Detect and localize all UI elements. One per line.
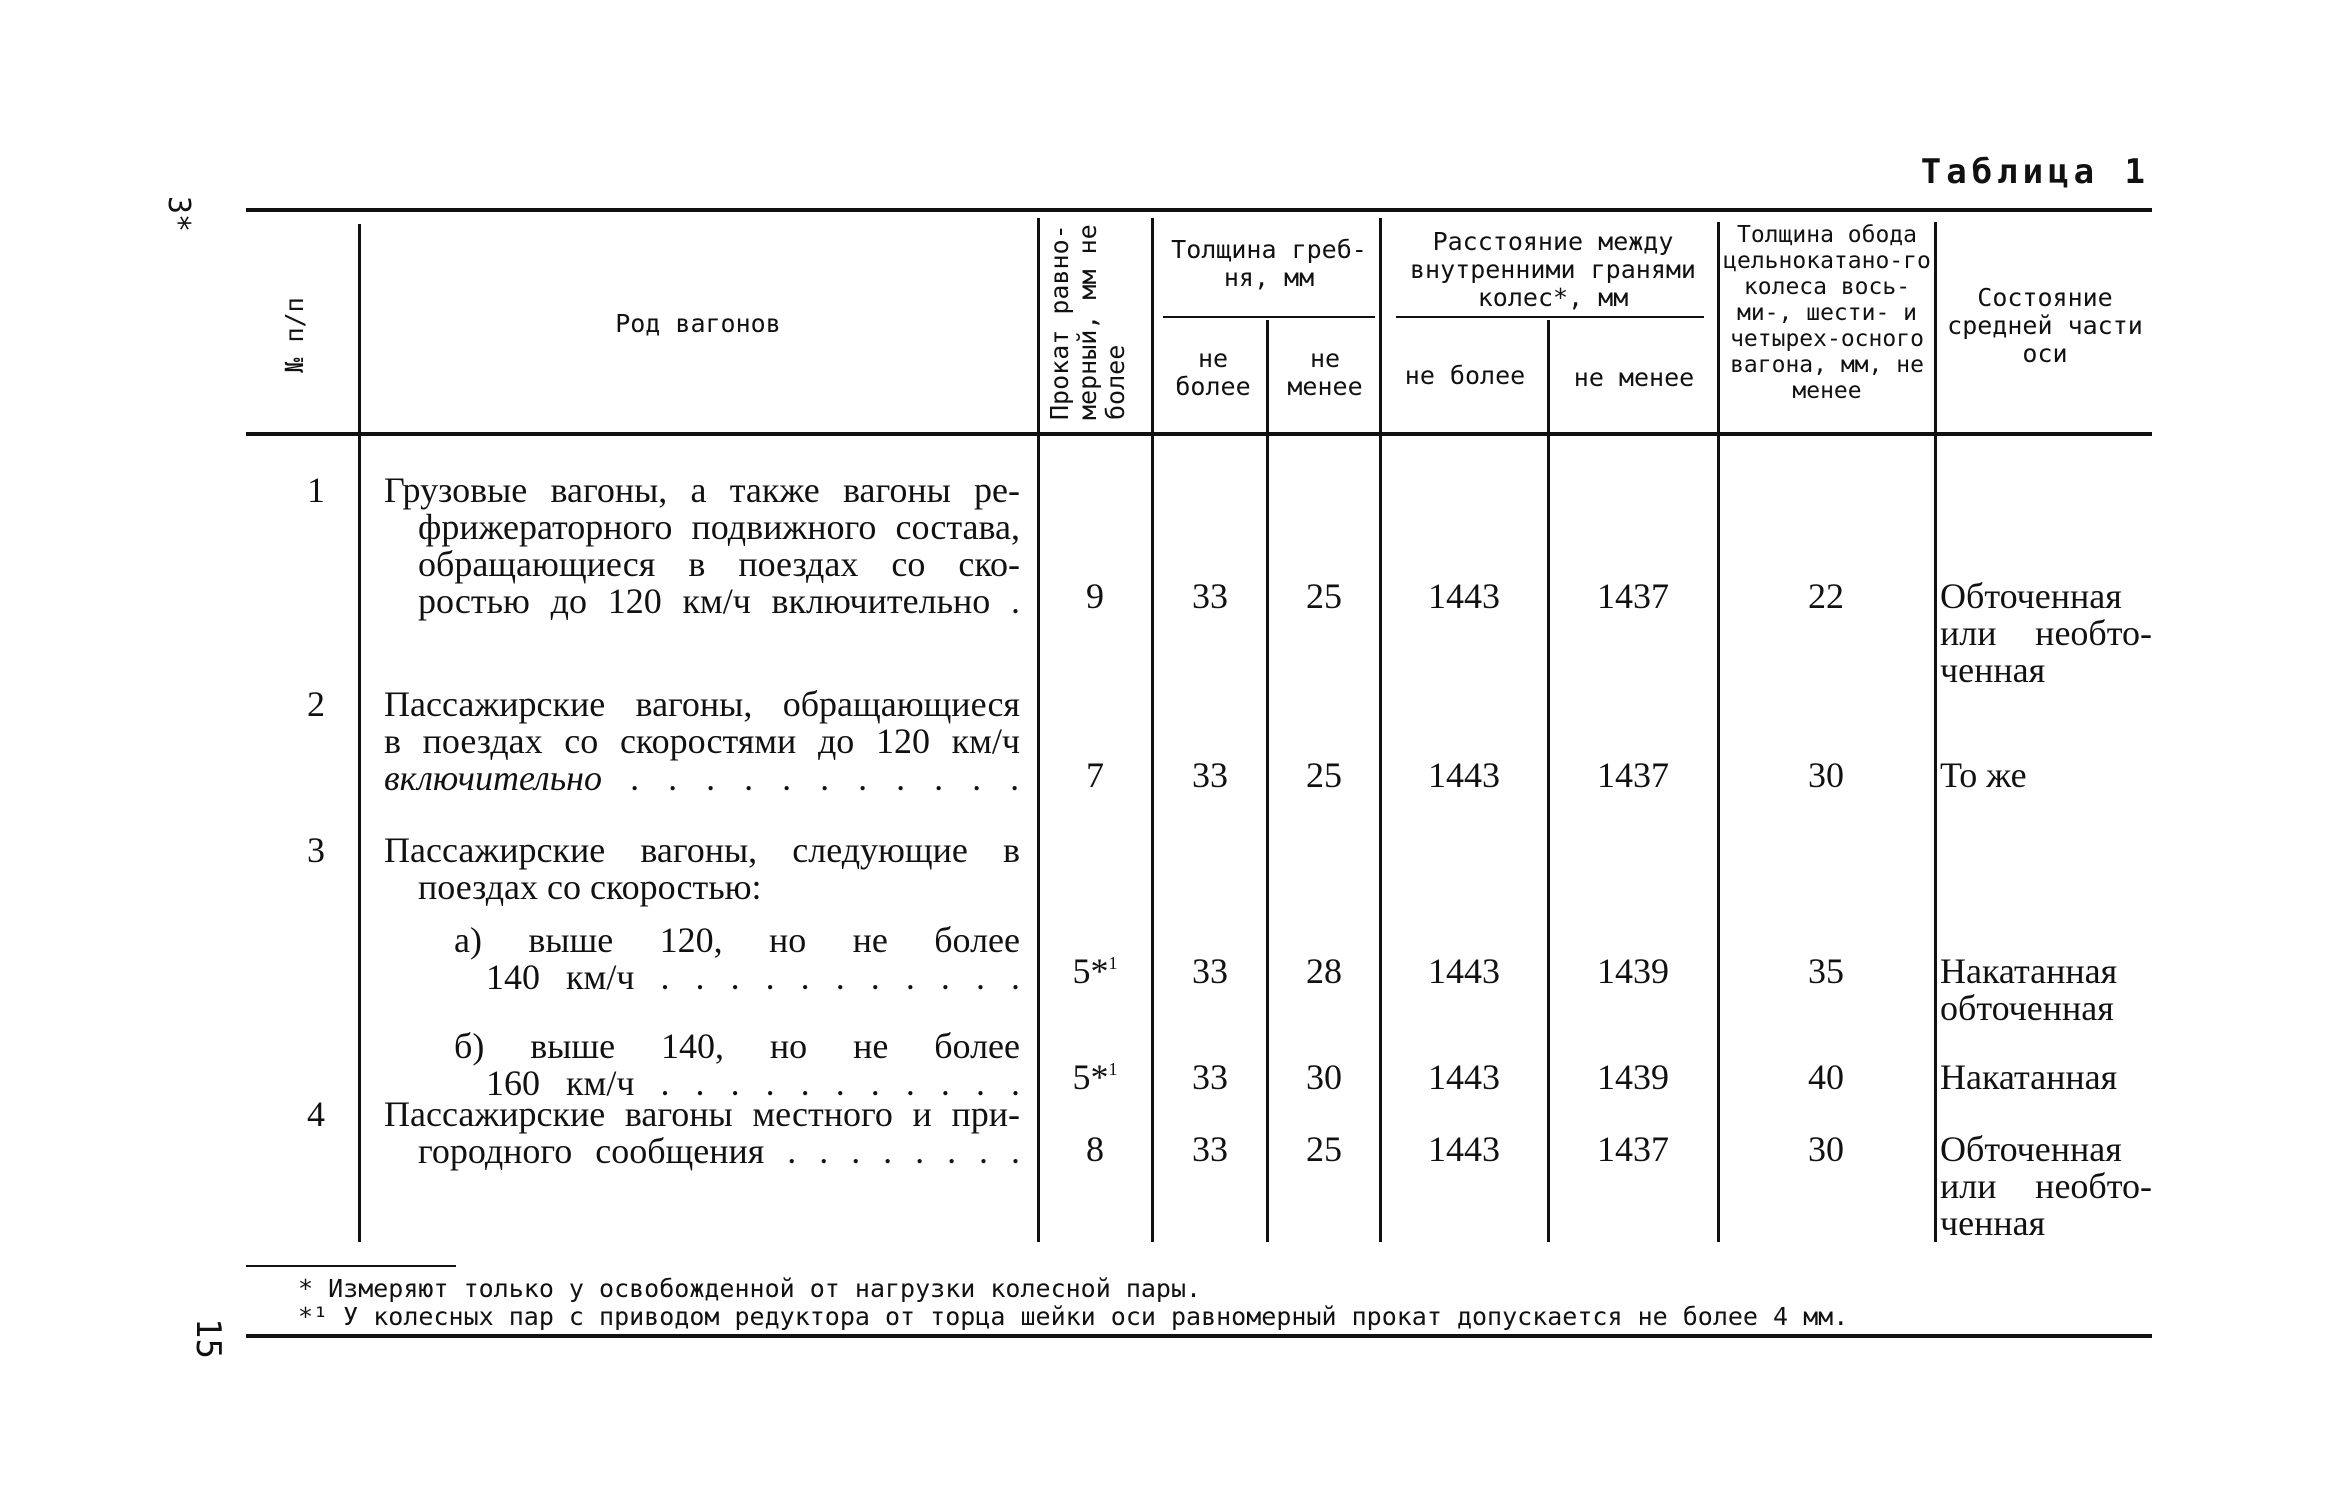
cell-rim: 35 (1808, 951, 1844, 991)
description-line: ростью до 120 км/ч включительно . (418, 581, 1020, 621)
cell-flange-max: 33 (1192, 576, 1228, 616)
cell-distance-min: 1439 (1597, 951, 1669, 991)
flange-subheader-rule (1163, 316, 1375, 318)
axle-line: ченная (1940, 650, 2046, 690)
column-divider (1151, 218, 1154, 1242)
cell-flange-max: 33 (1192, 951, 1228, 991)
cell-distance-max: 1443 (1428, 951, 1500, 991)
cell-axle (1940, 1131, 2152, 1242)
row-number: 4 (307, 1094, 325, 1134)
cell-distance-max: 1443 (1428, 576, 1500, 616)
axle-line: Накатанная (1940, 951, 2118, 991)
header-flange-max: не более (1175, 344, 1251, 401)
header-flange-min: не менее (1287, 344, 1363, 401)
row-description (384, 832, 1020, 906)
cell-distance-max: 1443 (1428, 1057, 1500, 1097)
header-rim: Толщина обода цельнокатано-го колеса вось-ми-, шести- и четырех-осного вагона, мм, не менее (1723, 222, 1931, 404)
cell-rolling: 8 (1086, 1129, 1104, 1169)
cell-axle (1940, 757, 2152, 794)
cell-rim: 30 (1808, 755, 1844, 795)
cell-flange-max: 33 (1192, 1129, 1228, 1169)
row-description (384, 472, 1020, 620)
table-title: Таблица 1 (1920, 152, 2150, 192)
cell-flange-min: 30 (1306, 1057, 1342, 1097)
axle-line: Накатанная (1940, 1057, 2118, 1097)
distance-subheader-rule (1396, 316, 1704, 318)
header-axle: Состояние средней части оси (1947, 283, 2143, 368)
row-description (384, 922, 1020, 996)
cell-flange-min: 25 (1306, 755, 1342, 795)
header-car-type: Род вагонов (615, 309, 781, 338)
description-line: 160 км/ч . . . . . . . . . . . (486, 1063, 1020, 1103)
cell-flange-min: 28 (1306, 951, 1342, 991)
axle-line: То же (1940, 755, 2027, 795)
row-description (384, 1028, 1020, 1102)
header-distance-min: не менее (1573, 363, 1695, 392)
description-line: включительно . . . . . . . . . . . (384, 758, 1020, 798)
row-number: 3 (307, 830, 325, 870)
cell-rolling: 5*$^1$ (1072, 951, 1118, 991)
header-bottom-rule (246, 432, 2152, 436)
footnote: *¹ У колесных пар с приводом редуктора от торца шейки оси равномерный прокат допускается не более 4 мм. (298, 1302, 1849, 1331)
page-marker-top: 3* (161, 196, 196, 233)
description-line: Пассажирские вагоны местного и при- (384, 1094, 1020, 1134)
description-line: обращающиеся в поездах со ско- (418, 544, 1020, 584)
row-number: 2 (307, 684, 325, 724)
description-line: в поездах со скоростями до 120 км/ч (384, 721, 1020, 761)
cell-flange-min: 25 (1306, 1129, 1342, 1169)
cell-rim: 40 (1808, 1057, 1844, 1097)
cell-flange-max: 33 (1192, 755, 1228, 795)
cell-distance-min: 1437 (1597, 576, 1669, 616)
description-line: городного сообщения . . . . . . . . (418, 1131, 1020, 1171)
cell-distance-max: 1443 (1428, 755, 1500, 795)
description-line: поездах со скоростью: (418, 867, 762, 907)
axle-line: Обточенная (1940, 576, 2122, 616)
axle-line: или необто- (1940, 613, 2152, 653)
column-divider (1266, 320, 1269, 1242)
footnote: * Измеряют только у освобожденной от нагрузки колесной пары. (298, 1274, 1202, 1303)
description-line: фрижераторного подвижного состава, (418, 507, 1020, 547)
cell-flange-min: 25 (1306, 576, 1342, 616)
cell-rolling: 9 (1086, 576, 1104, 616)
page-number: 15 (188, 1318, 228, 1359)
cell-rolling: 7 (1086, 755, 1104, 795)
column-divider (358, 224, 361, 1242)
row-number: 1 (307, 470, 325, 510)
description-line: Пассажирские вагоны, следующие в (384, 830, 1020, 870)
description-line: Пассажирские вагоны, обращающиеся (384, 684, 1020, 724)
footnote-rule (246, 1265, 456, 1267)
header-flange-group: Толщина греб-ня, мм (1171, 235, 1367, 292)
cell-flange-max: 33 (1192, 1057, 1228, 1097)
cell-distance-max: 1443 (1428, 1129, 1500, 1169)
column-divider (1934, 222, 1937, 1242)
table-top-rule (246, 208, 2152, 212)
description-line: 140 км/ч . . . . . . . . . . . (486, 957, 1020, 997)
cell-axle (1940, 1059, 2152, 1096)
header-distance-group: Расстояние между внутренними гранями колес*, мм (1410, 227, 1696, 312)
axle-line: ченная (1940, 1203, 2046, 1243)
header-rolling: Прокат равно-мерный, мм не более (1045, 224, 1130, 420)
cell-rim: 22 (1808, 576, 1844, 616)
cell-distance-min: 1437 (1597, 755, 1669, 795)
cell-axle (1940, 578, 2152, 689)
header-distance-max: не более (1404, 361, 1526, 390)
description-line: Грузовые вагоны, а также вагоны ре- (384, 470, 1020, 510)
page-bottom-rule (246, 1334, 2152, 1338)
description-line: б) выше 140, но не более (454, 1026, 1020, 1066)
description-line: а) выше 120, но не более (454, 920, 1020, 960)
axle-line: обточенная (1940, 988, 2114, 1028)
cell-distance-min: 1439 (1597, 1057, 1669, 1097)
axle-line: или необто- (1940, 1166, 2152, 1206)
cell-rim: 30 (1808, 1129, 1844, 1169)
cell-axle (1940, 953, 2152, 1027)
row-description (384, 1096, 1020, 1170)
row-description (384, 686, 1020, 797)
axle-line: Обточенная (1940, 1129, 2122, 1169)
header-num: № п/п (280, 297, 309, 373)
cell-distance-min: 1437 (1597, 1129, 1669, 1169)
cell-rolling: 5*$^1$ (1072, 1057, 1118, 1097)
